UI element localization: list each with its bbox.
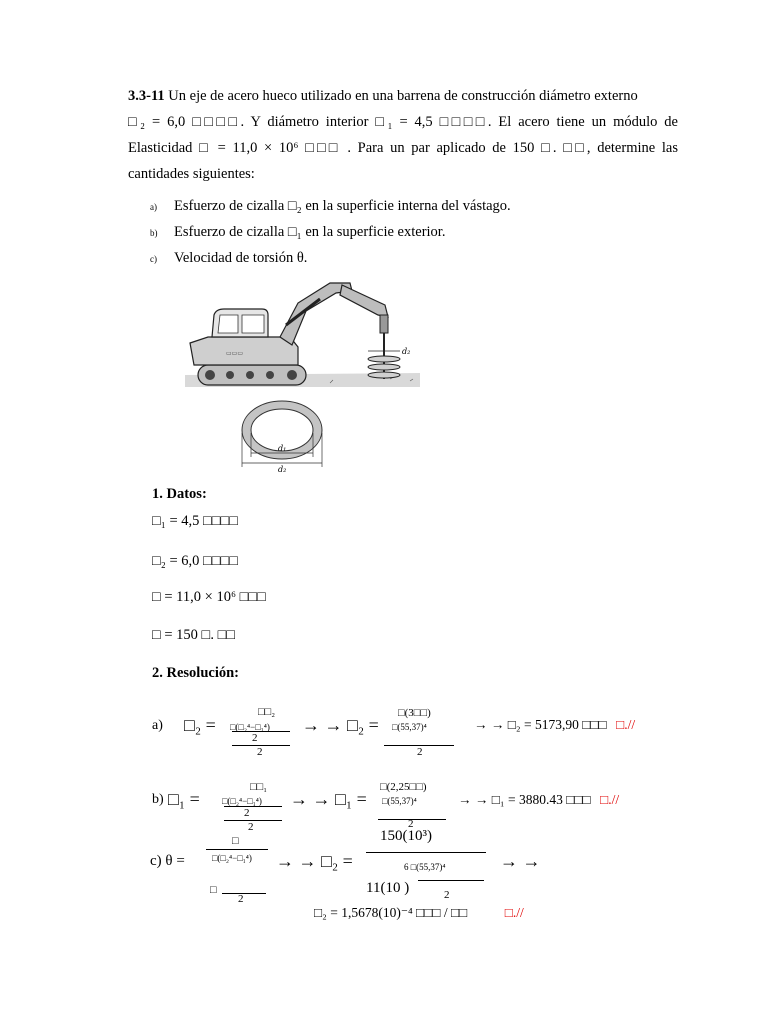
dato-d2: □₂ = 6,0 □□□□: [152, 553, 239, 569]
eq-b-den-mid: 2: [244, 807, 250, 819]
eq-c-num2: 150(10³): [380, 828, 432, 844]
problem-line-2: □₂ = 6,0 □□□□. Y diámetro interior □₁ = 4,5 □□□□. El acero tiene un módulo de: [128, 114, 678, 130]
eq-c-den2-mid: 11(10 ): [366, 880, 410, 896]
svg-text:▭▭▭: ▭▭▭: [226, 350, 244, 357]
item-marker: a): [150, 202, 157, 212]
eq-a-arrow: → → □₂ =: [302, 715, 379, 735]
eq-a-den-top: □(□₂⁴−□₁⁴): [230, 722, 270, 732]
eq-a-fraction-bar: [232, 731, 290, 732]
eq-c-den2-bot: 2: [444, 889, 450, 901]
excavator-figure: [180, 275, 425, 475]
eq-a-den-bot: 2: [257, 746, 263, 758]
eq-b-den-top: □(□₂⁴−□₁⁴): [222, 796, 262, 806]
datos-heading: 1. Datos:: [152, 486, 207, 502]
eq-c-fraction-bar-2: [222, 893, 266, 894]
eq-c-fraction-bar-4: [418, 880, 484, 881]
problem-line-1: 3.3-11 Un eje de acero hueco utilizado en una barrena de construcción diámetro externo: [128, 88, 638, 104]
resolucion-heading: 2. Resolución:: [152, 665, 239, 681]
eq-a-result: [474, 717, 635, 733]
eq-b-den2-bot: 2: [408, 818, 414, 830]
dato-g: □ = 11,0 × 10⁶ □□□: [152, 589, 266, 605]
eq-c-label: c) θ =: [150, 853, 185, 869]
eq-c-den-mid: □: [210, 884, 217, 896]
problem-line-4: cantidades siguientes:: [128, 166, 255, 182]
dato-d1: □₁ = 4,5 □□□□: [152, 513, 239, 529]
eq-b-num2: □(2,25□□): [380, 781, 427, 793]
eq-a-label: a): [152, 718, 163, 733]
outer-diameter-label: d₂: [278, 465, 287, 474]
eq-c-num: □: [232, 835, 239, 847]
eq-b-result: [458, 792, 619, 808]
drill-diameter-label: d₂: [402, 347, 411, 356]
eq-c-arrow: → → □₂ =: [276, 851, 353, 871]
dato-t: □ = 150 □. □□: [152, 627, 236, 643]
eq-b-label: b): [152, 792, 164, 807]
item-marker: c): [150, 254, 157, 264]
inner-diameter-label: d₁: [278, 444, 287, 453]
eq-c-check-mark: □.//: [504, 905, 524, 920]
eq-c-result: [314, 905, 524, 921]
eq-b-result-value: → → □₁ = 3880.43 □□□: [458, 792, 591, 807]
item-text: Esfuerzo de cizalla □₂ en la superficie interna del vástago.: [174, 198, 511, 214]
eq-c-fraction-bar-3: [366, 852, 486, 853]
eq-a-check-mark: □.//: [616, 717, 636, 732]
eq-b-num: □□₁: [250, 781, 268, 793]
eq-b-check-mark: □.//: [600, 792, 620, 807]
eq-a-num: □□₂: [258, 706, 276, 718]
eq-b-lhs: □₁ =: [168, 789, 200, 809]
eq-a-den-mid: 2: [252, 732, 258, 744]
item-text: Esfuerzo de cizalla □₁ en la superficie exterior.: [174, 224, 446, 240]
eq-c-fraction-bar: [206, 849, 268, 850]
item-marker: b): [150, 228, 158, 238]
problem-number: 3.3-11: [128, 88, 165, 104]
eq-b-den-bot: 2: [248, 821, 254, 833]
eq-c-arrow-2: → →: [500, 851, 541, 871]
eq-b-den2-top: □(55,37)⁴: [382, 796, 417, 806]
eq-a-lhs: □₂ =: [184, 715, 216, 735]
eq-a-result-value: → → □₂ = 5173,90 □□□: [474, 717, 607, 732]
eq-a-den2-bot: 2: [417, 746, 423, 758]
eq-b-fraction-bar: [224, 806, 282, 807]
eq-c-den2-top: 6 □(55,37)⁴: [404, 862, 446, 872]
eq-b-arrow: → → □₁ =: [290, 789, 367, 809]
item-b: [150, 224, 445, 241]
problem-line-3: Elasticidad □ = 11,0 × 10⁶ □□□ . Para un par aplicado de 150 □. □□, determine las: [128, 140, 678, 156]
eq-a-num2: □(3□□): [398, 707, 431, 719]
item-a: [150, 198, 511, 215]
eq-c-result-value: □₂ = 1,5678(10)⁻⁴ □□□ / □□: [314, 905, 468, 920]
item-text: Velocidad de torsión θ.: [174, 250, 308, 266]
eq-c-den-bot: 2: [238, 893, 244, 905]
eq-a-den2-top: □(55,37)⁴: [392, 722, 427, 732]
item-c: [150, 250, 307, 267]
problem-statement: [128, 84, 678, 186]
eq-c-den-top: □(□₂⁴−□₁⁴): [212, 853, 252, 863]
